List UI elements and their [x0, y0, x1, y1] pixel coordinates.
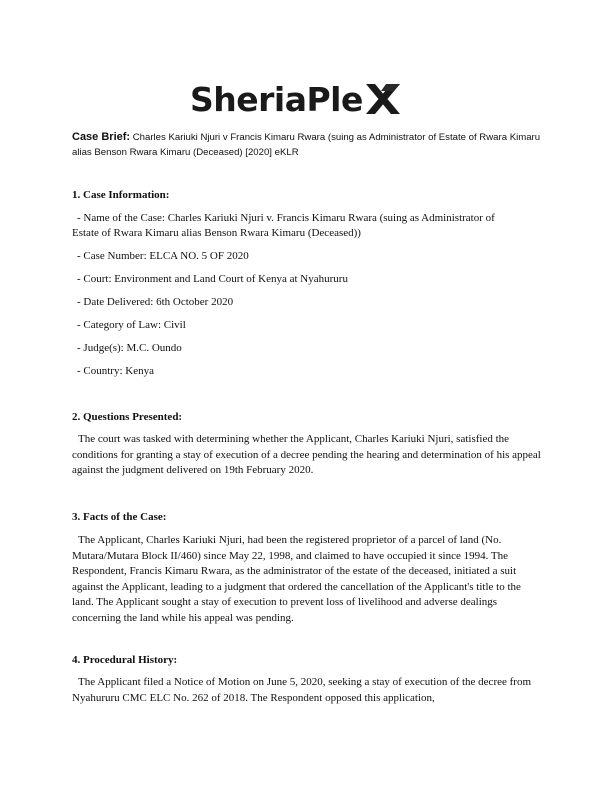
date-delivered: - Date Delivered: 6th October 2020: [77, 296, 234, 308]
section-facts: [72, 510, 544, 626]
case-number: - Case Number: ELCA NO. 5 OF 2020: [77, 250, 249, 262]
logo-wordmark: SheriaPle: [190, 79, 363, 119]
procedural-history-heading: 4. Procedural History:: [72, 654, 178, 666]
country: - Country: Kenya: [77, 365, 154, 377]
facts-heading: 3. Facts of the Case:: [72, 511, 167, 523]
section-case-information: [72, 188, 544, 379]
case-brief: [72, 130, 542, 160]
case-brief-text: Charles Kariuki Njuri v Francis Kimaru Rwara (suing as Administrator of Estate of Rwara Kimaru alias Benson Rwara Kimaru (Deceased) [2020] eKLR: [72, 132, 541, 158]
questions-presented-text: The court was tasked with determining whether the Applicant, Charles Kariuki Njuri, satisfied the conditions for granting a stay of execution of a decree pending the hearing and determination of his appeal against the judgment delivered on 19th February 2020.: [72, 433, 541, 476]
judges: - Judge(s): M.C. Oundo: [77, 342, 182, 354]
case-brief-label: Case Brief:: [72, 131, 131, 143]
court: - Court: Environment and Land Court of Kenya at Nyahururu: [77, 273, 348, 285]
case-information-heading: 1. Case Information:: [72, 189, 170, 201]
questions-presented-heading: 2. Questions Presented:: [72, 411, 183, 423]
category-of-law: - Category of Law: Civil: [77, 319, 186, 331]
sheriaplex-logo: [190, 78, 430, 120]
case-name-line-1: - Name of the Case: Charles Kariuki Njuri v. Francis Kimaru Rwara (suing as Administrator of: [77, 212, 495, 224]
x-logo-mark-icon: [364, 82, 402, 116]
procedural-history-text: The Applicant filed a Notice of Motion on June 5, 2020, seeking a stay of execution of the decree from Nyahururu CMC ELC No. 262 of 2018. The Respondent opposed this application,: [72, 676, 532, 704]
section-procedural-history: [72, 653, 544, 706]
facts-text: The Applicant, Charles Kariuki Njuri, had been the registered proprietor of a parcel of land (No. Mutara/Mutara Block II/460) since May 22, 1998, and claimed to have occupied it since 1994. The Respondent, Francis Kimaru Rwara, as the administrator of the estate of the deceased, initiated a suit against the Applicant, leading to a judgment that ordered the cancellation of the Applicant's title to the land. The Applicant sought a stay of execution to prevent loss of livelihood and adverse dealings concerning the land while his appeal was pending.: [72, 534, 521, 624]
section-questions-presented: [72, 410, 544, 479]
case-name-line-2: Estate of Rwara Kimaru alias Benson Rwara Kimaru (Deceased)): [72, 227, 361, 239]
